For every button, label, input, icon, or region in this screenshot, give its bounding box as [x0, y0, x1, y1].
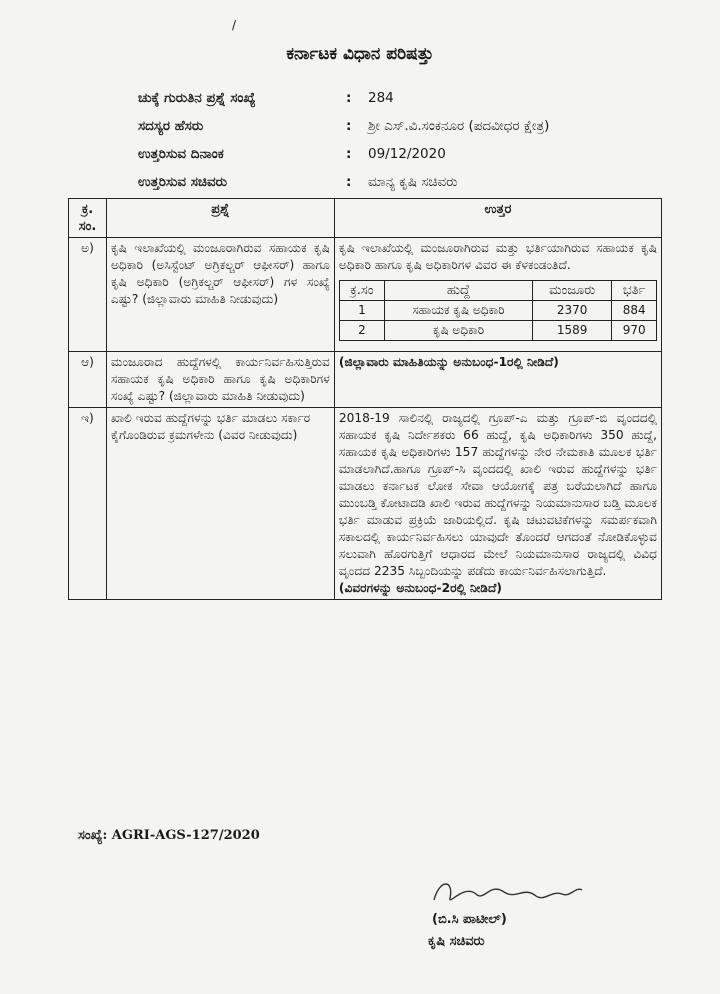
- posts-row: [339, 301, 656, 321]
- row-serial: ಅ): [69, 238, 107, 352]
- header-answer: ಉತ್ತರ: [334, 199, 661, 238]
- answer-annexure-note: (ವಿವರಗಳನ್ನು ಅನುಬಂಧ-2ರಲ್ಲಿ ನೀಡಿದೆ): [338, 581, 502, 595]
- row-answer: [334, 238, 661, 352]
- signatory-name: (ಬಿ.ಸಿ ಪಾಟೀಲ್): [432, 912, 507, 927]
- posts-name: ಸಹಾಯಕ ಕೃಷಿ ಅಧಿಕಾರಿ: [384, 301, 532, 321]
- reference-number: ಸಂಖ್ಯೆ: AGRI-AGS-127/2020: [78, 828, 260, 843]
- meta-value: ಮಾನ್ಯ ಕೃಷಿ ಸಚಿವರು: [368, 174, 458, 190]
- posts-header-row: [339, 281, 656, 301]
- meta-colon: :: [346, 174, 352, 190]
- header-serial: ಕ್ರ. ಸಂ.: [69, 199, 107, 238]
- meta-colon: :: [346, 90, 352, 106]
- table-row: [69, 238, 662, 352]
- row-answer: [334, 408, 661, 600]
- posts-serial: 1: [339, 301, 384, 321]
- posts-header-serial: ಕ್ರ.ಸಂ: [339, 281, 384, 301]
- table-header-row: [69, 199, 662, 238]
- signature-scribble: [420, 872, 620, 912]
- row-serial: ಇ): [69, 408, 107, 600]
- meta-colon: :: [346, 146, 352, 162]
- row-question: ಖಾಲಿ ಇರುವ ಹುದ್ದೆಗಳನ್ನು ಭರ್ತಿ ಮಾಡಲು ಸರ್ಕಾರ ಕೈಗೊಂಡಿರುವ ಕ್ರಮಗಳೇನು (ವಿವರ ನೀಡುವುದು): [106, 408, 334, 600]
- meta-label: ಚುಕ್ಕೆ ಗುರುತಿನ ಪ್ರಶ್ನೆ ಸಂಖ್ಯೆ: [138, 90, 256, 106]
- row-question: ಕೃಷಿ ಇಲಾಖೆಯಲ್ಲಿ ಮಂಜೂರಾಗಿರುವ ಸಹಾಯಕ ಕೃಷಿ ಅಧಿಕಾರಿ (ಅಸಿಸ್ಟೆಂಟ್ ಅಗ್ರಿಕಲ್ಚರ್ ಆಫೀಸರ್) ಹಾಗೂ ಕೃಷಿ ಅಧಿಕಾರಿ (ಅಗ್ರಿಕಲ್ಚರ್ ಆಫೀಸರ್) ಗಳ ಸಂಖ್ಯೆ ಎಷ್ಟು? (ಜಿಲ್ಲಾವಾರು ಮಾಹಿತಿ ನೀಡುವುದು): [106, 238, 334, 352]
- meta-label: ಉತ್ತರಿಸುವ ದಿನಾಂಕ: [138, 146, 224, 162]
- posts-filled: 884: [612, 301, 657, 321]
- table-row: [69, 352, 662, 408]
- posts-table: [339, 280, 657, 341]
- answer-text: 2018-19 ಸಾಲಿನಲ್ಲಿ ರಾಜ್ಯದಲ್ಲಿ ಗ್ರೂಪ್-ಎ ಮತ್ತು ಗ್ರೂಪ್-ಬಿ ವೃಂದದಲ್ಲಿ ಸಹಾಯಕ ಕೃಷಿ ನಿರ್ದೇಶಕರು 66 ಹುದ್ದೆ, ಕೃಷಿ ಅಧಿಕಾರಿಗಳು 350 ಹುದ್ದೆ, ಸಹಾಯಕ ಕೃಷಿ ಅಧಿಕಾರಿಗಳು 157 ಹುದ್ದೆಗಳನ್ನು ನೇರ ನೇಮಕಾತಿ ಮೂಲಕ ಭರ್ತಿ ಮಾಡಲಾಗಿದೆ.ಹಾಗೂ ಗ್ರೂಪ್-ಸಿ ವೃಂದದಲ್ಲಿ ಖಾಲಿ ಇರುವ ಹುದ್ದೆಗಳನ್ನು ಭರ್ತಿ ಮಾಡಲು ಕರ್ನಾಟಕ ಲೋಕ ಸೇವಾ ಆಯೋಗಕ್ಕೆ ಪತ್ರ ಬರೆಯಲಾಗಿದೆ ಹಾಗೂ ಮುಂಬಡ್ತಿ ಕೋಟಾದಡಿ ಖಾಲಿ ಇರುವ ಹುದ್ದೆಗಳನ್ನು ನಿಯಮಾನುಸಾರ ಬಡ್ತಿ ಮೂಲಕ ಭರ್ತಿ ಮಾಡುವ ಪ್ರಕ್ರಿಯೆ ಜಾರಿಯಲ್ಲಿದೆ. ಕೃಷಿ ಚಟುವಟಿಕೆಗಳನ್ನು ಸಮರ್ಪಕವಾಗಿ ಸಕಾಲದಲ್ಲಿ ಕಾರ್ಯನಿರ್ವಹಿಸಲು ಯಾವುದೇ ತೊಂದರೆ ಆಗದಂತೆ ನೋಡಿಕೊಳ್ಳುವ ಸಲುವಾಗಿ ಹೊರಗುತ್ತಿಗೆ ಆಧಾರದ ಮೇಲೆ ನಿಯಮಾನುಸಾರ ರಾಜ್ಯದಲ್ಲಿ ವಿವಿಧ ವೃಂದದ 2235 ಸಿಬ್ಬಂದಿಯನ್ನು ಪಡೆದು ಕಾರ್ಯನಿರ್ವಹಿಸಲಾಗುತ್ತಿದೆ.: [338, 411, 657, 578]
- posts-sanctioned: 1589: [532, 321, 611, 341]
- pen-mark: /: [232, 18, 237, 32]
- posts-filled: 970: [612, 321, 657, 341]
- meta-label: ಸದಸ್ಯರ ಹೆಸರು: [138, 118, 204, 134]
- meta-colon: :: [346, 118, 352, 134]
- posts-header-filled: ಭರ್ತಿ: [612, 281, 657, 301]
- question-answer-table: [68, 198, 662, 600]
- answer-intro: ಕೃಷಿ ಇಲಾಖೆಯಲ್ಲಿ ಮಂಜೂರಾಗಿರುವ ಮತ್ತು ಭರ್ತಿಯಾಗಿರುವ ಸಹಾಯಕ ಕೃಷಿ ಅಧಿಕಾರಿ ಹಾಗೂ ಕೃಷಿ ಅಧಿಕಾರಿಗಳ ವಿವರ ಈ ಕೆಳಕಂಡಂತಿದೆ.: [338, 241, 657, 272]
- posts-sanctioned: 2370: [532, 301, 611, 321]
- signature-block: [420, 872, 620, 972]
- header-question: ಪ್ರಶ್ನೆ: [106, 199, 334, 238]
- table-row: [69, 408, 662, 600]
- row-serial: ಆ): [69, 352, 107, 408]
- row-answer: (ಜಿಲ್ಲಾವಾರು ಮಾಹಿತಿಯನ್ನು ಅನುಬಂಧ-1ರಲ್ಲಿ ನೀಡಿದೆ): [334, 352, 661, 408]
- meta-value: 284: [368, 90, 394, 106]
- posts-name: ಕೃಷಿ ಅಧಿಕಾರಿ: [384, 321, 532, 341]
- page-title: ಕರ್ನಾಟಕ ವಿಧಾನ ಪರಿಷತ್ತು: [286, 44, 434, 64]
- posts-header-post: ಹುದ್ದೆ: [384, 281, 532, 301]
- meta-value: ಶ್ರೀ ಎಸ್.ವಿ.ಸಂಕನೂರ (ಪದವೀಧರ ಕ್ಷೇತ್ರ): [368, 118, 550, 134]
- posts-row: [339, 321, 656, 341]
- row-question: ಮಂಜೂರಾದ ಹುದ್ದೆಗಳಲ್ಲಿ ಕಾರ್ಯನಿರ್ವಹಿಸುತ್ತಿರುವ ಸಹಾಯಕ ಕೃಷಿ ಅಧಿಕಾರಿ ಹಾಗೂ ಕೃಷಿ ಅಧಿಕಾರಿಗಳ ಸಂಖ್ಯೆ ಎಷ್ಟು? (ಜಿಲ್ಲಾವಾರು ಮಾಹಿತಿ ನೀಡುವುದು): [106, 352, 334, 408]
- meta-label: ಉತ್ತರಿಸುವ ಸಚಿವರು: [138, 174, 228, 190]
- posts-serial: 2: [339, 321, 384, 341]
- posts-header-sanctioned: ಮಂಜೂರು: [532, 281, 611, 301]
- signatory-designation: ಕೃಷಿ ಸಚಿವರು: [428, 934, 485, 949]
- meta-value: 09/12/2020: [368, 146, 446, 162]
